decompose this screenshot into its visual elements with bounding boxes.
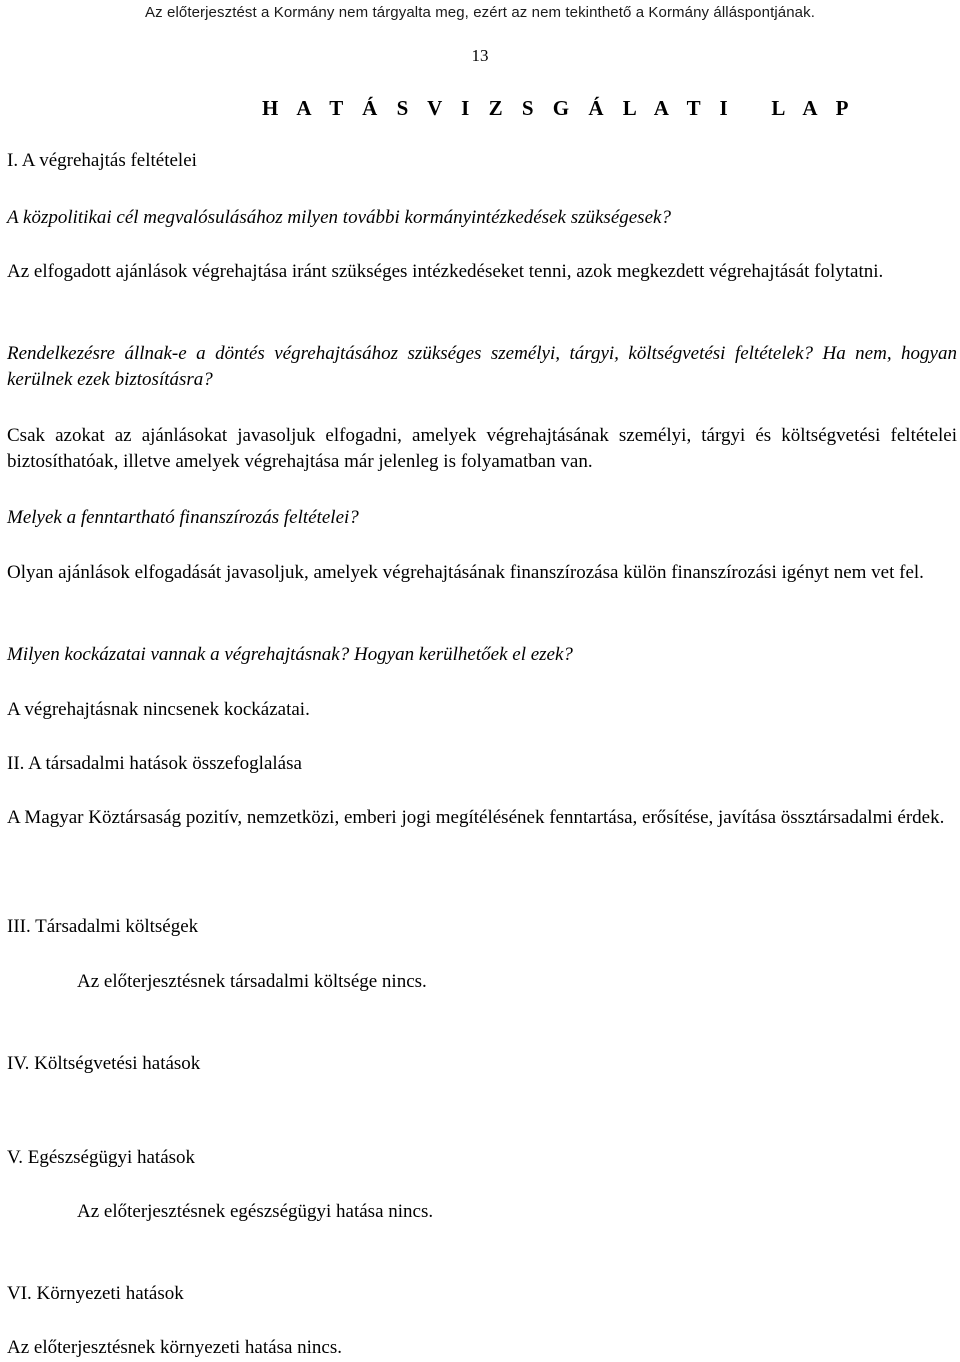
section-4-heading: IV. Költségvetési hatások <box>7 1053 201 1074</box>
question-resources: Rendelkezésre állnak-e a döntés végrehajtásához szükséges személyi, tárgyi, költségvetési feltételek? Ha nem, hogyan kerülnek ezek biztosításra? <box>7 343 957 390</box>
section-5-text: Az előterjesztésnek egészségügyi hatása nincs. <box>77 1201 434 1222</box>
question-risks: Milyen kockázatai vannak a végrehajtásnak? Hogyan kerülhetőek el ezek? <box>7 644 573 665</box>
section-5-heading: V. Egészségügyi hatások <box>7 1147 196 1168</box>
section-3-heading: III. Társadalmi költségek <box>7 916 199 937</box>
section-6-heading: VI. Környezeti hatások <box>7 1283 184 1304</box>
section-2-heading: II. A társadalmi hatások összefoglalása <box>7 753 302 774</box>
question-further-measures: A közpolitikai cél megvalósulásához milyen további kormányintézkedések szükségesek? <box>7 207 671 228</box>
answer-financing: Olyan ajánlások elfogadását javasoljuk, amelyek végrehajtásának finanszírozása külön finanszírozási igényt nem vet fel. <box>7 562 924 583</box>
document-title: H A T Á S V I Z S G Á L A T I L A P <box>262 96 856 120</box>
section-3-text: Az előterjesztésnek társadalmi költsége nincs. <box>77 971 427 992</box>
page-number: 13 <box>471 46 489 65</box>
answer-risks: A végrehajtásnak nincsenek kockázatai. <box>7 699 310 720</box>
section-2-text: A Magyar Köztársaság pozitív, nemzetközi, emberi jogi megítélésének fenntartása, erősítése, javítása össztársadalmi érdek. <box>7 807 945 828</box>
section-1-heading: I. A végrehajtás feltételei <box>7 150 197 171</box>
answer-resources: Csak azokat az ajánlásokat javasoljuk elfogadni, amelyek végrehajtásának személyi, tárgyi és költségvetési feltételei biztosíthatóak, illetve amelyek végrehajtása már jelenleg is folyamatban van. <box>7 425 957 472</box>
section-6-text: Az előterjesztésnek környezeti hatása nincs. <box>7 1337 342 1358</box>
question-financing: Melyek a fenntartható finanszírozás feltételei? <box>7 507 359 528</box>
disclaimer-header: Az előterjesztést a Kormány nem tárgyalta meg, ezért az nem tekinthető a Kormány álláspontjának. <box>145 4 815 21</box>
answer-further-measures: Az elfogadott ajánlások végrehajtása iránt szükséges intézkedéseket tenni, azok megkezdett végrehajtását folytatni. <box>7 261 884 282</box>
